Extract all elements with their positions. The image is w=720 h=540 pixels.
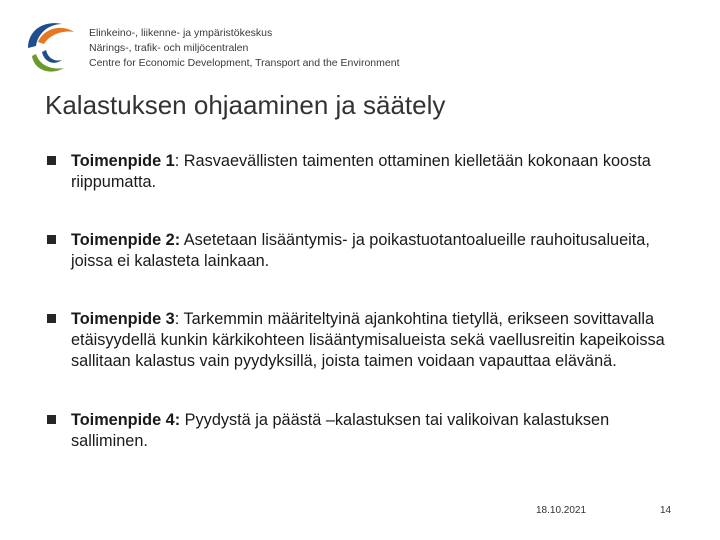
bullet-label: Toimenpide 4: [71,411,181,429]
bullet-item [45,309,685,372]
org-name-fi: Elinkeino-, liikenne- ja ympäristökeskus [89,27,273,39]
bullet-label: Toimenpide 2: [71,231,181,249]
bullet-text: Rasvaevällisten taimenten ottaminen kielletään kokonaan koosta riippumatta. [71,152,651,191]
bullet-text: Asetetaan lisääntymis- ja poikastuotantoalueille rauhoitusalueita, joissa ei kalasteta lainkaan. [71,231,650,270]
square-bullet-icon [47,156,56,165]
square-bullet-icon [47,235,56,244]
bullet-label: Toimenpide 1 [71,152,175,170]
bullet-label-suffix: : [174,152,180,170]
bullet-text: Tarkemmin määriteltyinä ajankohtina tietyllä, erikseen sovittavalla etäisyydellä kunkin kärkikohteen lisääntymisalueista sekä vaellusreitin kapeikoissa sallitaan kalastus vain pyydyksillä, joista taimen voidaan vapauttaa elävänä. [71,310,665,370]
ely-logo-icon [18,16,80,78]
square-bullet-icon [47,415,56,424]
bullet-label-suffix: : [174,310,180,328]
bullet-item [45,151,685,193]
organization-names [89,26,400,71]
org-name-en: Centre for Economic Development, Transport and the Environment [89,57,400,69]
slide-title: Kalastuksen ohjaaminen ja säätely [45,90,446,120]
bullet-label: Toimenpide 3 [71,310,175,328]
square-bullet-icon [47,314,56,323]
bullet-list [45,151,685,452]
bullet-item [45,410,685,452]
page-number: 14 [660,505,672,516]
org-name-sv: Närings-, trafik- och miljöcentralen [89,42,249,54]
bullet-text: Pyydystä ja päästä –kalastuksen tai valikoivan kalastuksen salliminen. [71,411,610,450]
bullet-item [45,230,685,272]
footer-date: 18.10.2021 [536,505,587,516]
